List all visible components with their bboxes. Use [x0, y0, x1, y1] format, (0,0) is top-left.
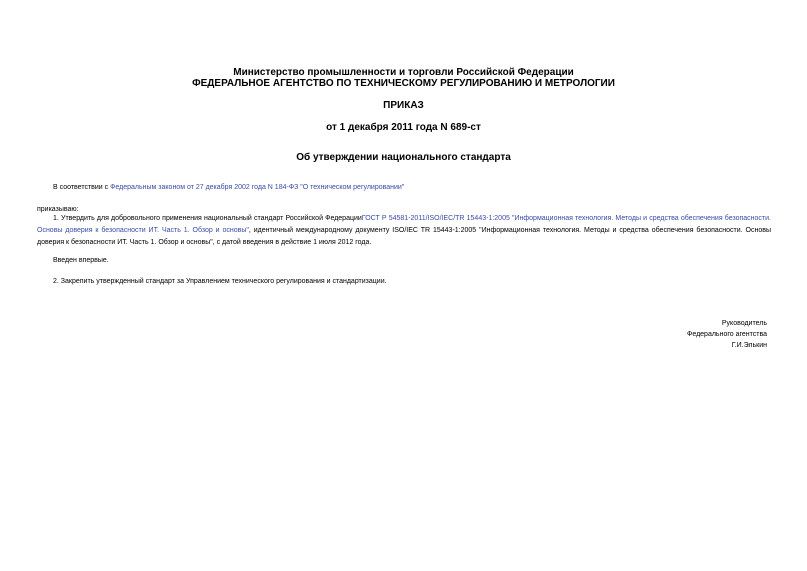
- agency-title: ФЕДЕРАЛЬНОЕ АГЕНТСТВО ПО ТЕХНИЧЕСКОМУ РЕГУЛИРОВАНИЮ И МЕТРОЛОГИИ: [192, 78, 615, 89]
- federal-law-link[interactable]: Федеральным законом от 27 декабря 2002 года N 184-ФЗ "О техническом регулировании": [110, 184, 405, 191]
- item1-paragraph: [37, 213, 771, 249]
- introduced-first-note: Введен впервые.: [53, 257, 109, 264]
- document-date-number: от 1 декабря 2011 года N 689-ст: [326, 122, 481, 133]
- intro-paragraph: [53, 182, 404, 194]
- document-subject: Об утверждении национального стандарта: [296, 152, 511, 163]
- signature-position: Руководитель: [721, 320, 767, 327]
- signature-name: Г.И.Элькин: [731, 342, 767, 349]
- order-word: приказываю:: [37, 206, 79, 213]
- document-type: ПРИКАЗ: [383, 100, 424, 111]
- signature-agency: Федерального агентства: [687, 331, 767, 338]
- ministry-title: Министерство промышленности и торговли Российской Федерации: [233, 67, 574, 78]
- item1-prefix: 1. Утвердить для добровольного применения национальный стандарт Российской Федерации: [53, 215, 362, 222]
- item1-suffix: , идентичный международному документу ISO/IEC TR 15443-1:2005 "Информационная технология. Методы и средства обеспечения безопасности. Основы доверия к безопасности ИТ. Часть 1. Обзор и основы", с датой введения в действие 1 июля 2012 года.: [37, 227, 771, 246]
- gost-standard-link[interactable]: ГОСТ Р 54581-2011/ISO/IEC/TR 15443-1:2005 "Информационная технология. Методы и средства обеспечения безопасности. Основы доверия к безопасности ИТ. Часть 1. Обзор и основы": [37, 215, 771, 234]
- item2-paragraph: 2. Закрепить утвержденный стандарт за Управлением технического регулирования и стандартизации.: [53, 278, 387, 285]
- intro-prefix: В соответствии с: [53, 184, 111, 191]
